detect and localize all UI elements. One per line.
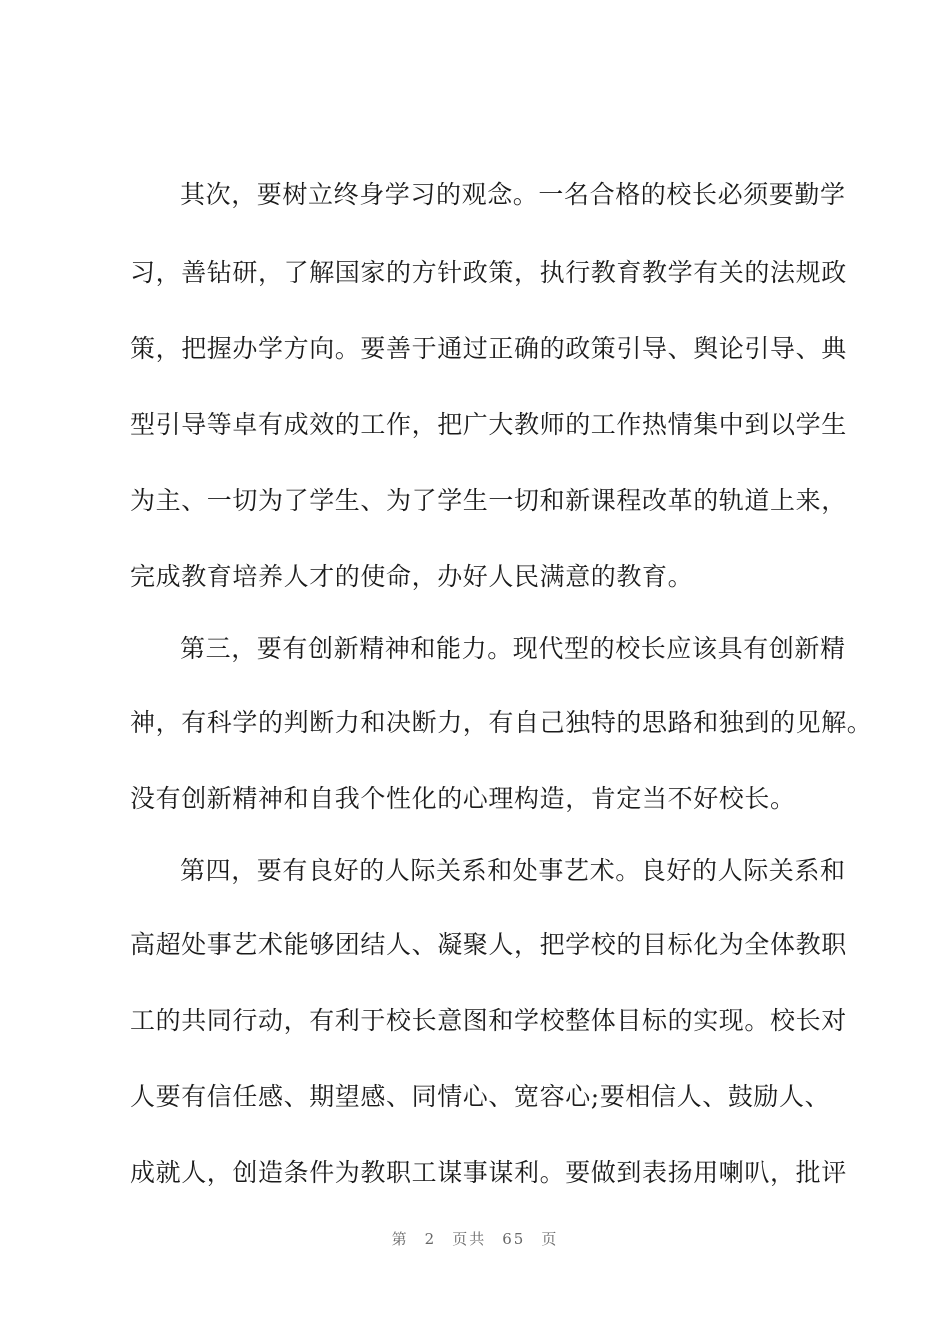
paragraph-3-line-2: 高超处事艺术能够团结人、凝聚人，把学校的目标化为全体教职 bbox=[130, 930, 847, 959]
paragraph-1-line-2: 习，善钻研，了解国家的方针政策，执行教育教学有关的法规政 bbox=[130, 258, 847, 287]
footer-current-page: 2 bbox=[424, 1230, 437, 1248]
paragraph-3-line-1: 第四，要有良好的人际关系和处事艺术。良好的人际关系和 bbox=[180, 856, 846, 885]
paragraph-1-line-6: 完成教育培养人才的使命，办好人民满意的教育。 bbox=[130, 562, 694, 591]
footer-total-pages: 65 bbox=[502, 1230, 526, 1248]
paragraph-2-line-3: 没有创新精神和自我个性化的心理构造，肯定当不好校长。 bbox=[130, 784, 796, 813]
paragraph-1-line-1: 其次，要树立终身学习的观念。一名合格的校长必须要勤学 bbox=[180, 180, 846, 209]
paragraph-1-line-4: 型引导等卓有成效的工作，把广大教师的工作热情集中到以学生 bbox=[130, 410, 847, 439]
page-footer bbox=[0, 1228, 950, 1249]
paragraph-2-line-1: 第三，要有创新精神和能力。现代型的校长应该具有创新精 bbox=[180, 634, 846, 663]
footer-mid: 页共 bbox=[452, 1230, 487, 1248]
footer-prefix: 第 bbox=[391, 1230, 409, 1248]
paragraph-3-line-5: 成就人，创造条件为教职工谋事谋利。要做到表扬用喇叭，批评 bbox=[130, 1158, 847, 1187]
paragraph-1-line-3: 策，把握办学方向。要善于通过正确的政策引导、舆论引导、典 bbox=[130, 334, 847, 363]
paragraph-3-line-3: 工的共同行动，有利于校长意图和学校整体目标的实现。校长对 bbox=[130, 1006, 847, 1035]
footer-suffix: 页 bbox=[541, 1230, 559, 1248]
paragraph-1-line-5: 为主、一切为了学生、为了学生一切和新课程改革的轨道上来， bbox=[130, 486, 847, 515]
paragraph-2-line-2: 神，有科学的判断力和决断力，有自己独特的思路和独到的见解。 bbox=[130, 708, 873, 737]
paragraph-3-line-4: 人要有信任感、期望感、同情心、宽容心;要相信人、鼓励人、 bbox=[130, 1082, 831, 1111]
